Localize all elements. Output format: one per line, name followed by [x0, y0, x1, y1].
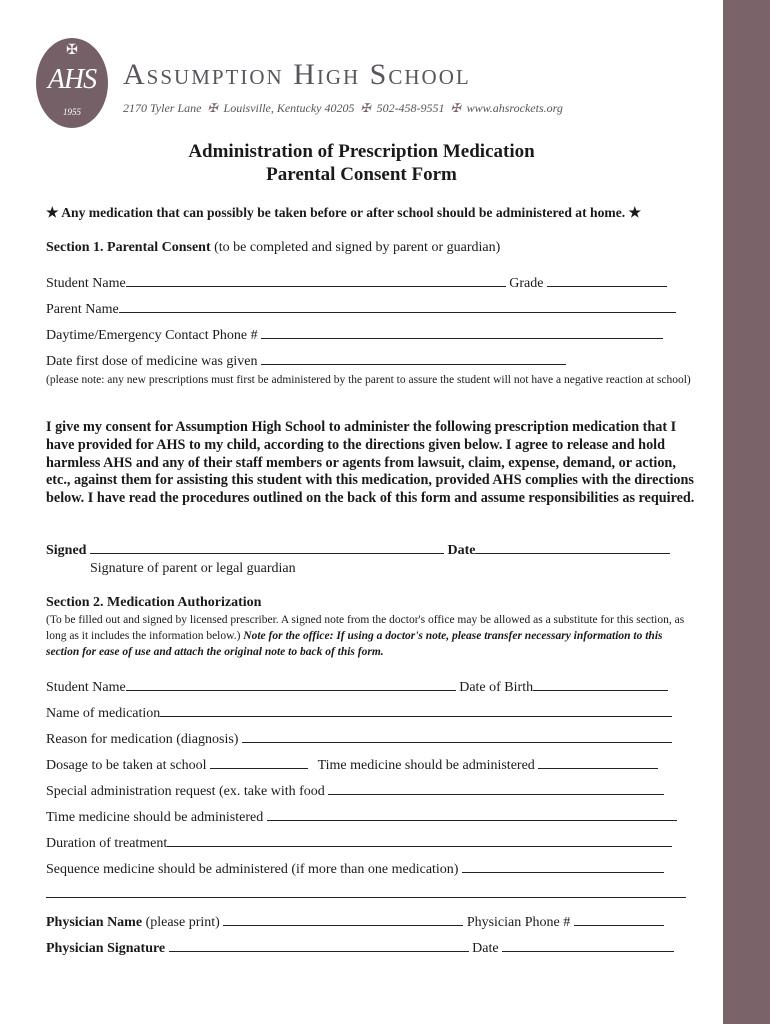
reason-field[interactable]: [242, 731, 672, 743]
contact-phone-row: [46, 327, 663, 344]
date-of-birth-field[interactable]: [533, 679, 668, 691]
first-dose-field[interactable]: [261, 353, 566, 365]
signed-date-label: Date: [447, 543, 476, 558]
cross-icon: ✠: [66, 43, 78, 58]
please-print-label: (please print): [145, 915, 220, 930]
section1-header: [46, 240, 500, 256]
first-dose-label: Date first dose of medicine was given: [46, 354, 258, 369]
signed-date-field[interactable]: [475, 542, 670, 554]
section1-heading: Section 1. Parental Consent: [46, 240, 211, 255]
date-of-birth-label: Date of Birth: [459, 680, 534, 695]
separator-icon: ✠: [207, 101, 218, 115]
sequence-row: [46, 861, 664, 878]
time-administered-label: Time medicine should be administered: [317, 758, 535, 773]
sequence-extra-row: [46, 886, 686, 903]
reason-label: Reason for medication (diagnosis): [46, 732, 239, 747]
contact-phone-field[interactable]: [261, 327, 663, 339]
dosage-label: Dosage to be taken at school: [46, 758, 207, 773]
dosage-field[interactable]: [210, 757, 308, 769]
section1-note: (to be completed and signed by parent or guardian): [214, 240, 501, 255]
consent-text: I give my consent for Assumption High School to administer the following prescription medication that I have provided for AHS to my child, according to the directions given below. I agree to release and hold harmless AHS and any of their staff members or agents from lawsuit, claim, expense, demand, or action, etc., against them for assisting this student with this medication, provided AHS complies with the directions below. I have read the procedures outlined on the back of this form and assume responsibilities as required.: [46, 419, 695, 507]
notice-text: Any medication that can possibly be taken before or after school should be administered at home.: [61, 205, 626, 220]
sequence-extra-field[interactable]: [46, 886, 686, 898]
parent-name-row: [46, 301, 676, 318]
student-name-field[interactable]: [126, 275, 506, 287]
signed-label: Signed: [46, 543, 87, 558]
signed-row: [46, 542, 670, 559]
page-side-bar: [723, 0, 770, 1024]
student-name2-field[interactable]: [126, 679, 456, 691]
dosage-row: [46, 757, 658, 774]
parent-name-label: Parent Name: [46, 302, 119, 317]
physician-name-label: Physician Name: [46, 915, 143, 930]
signature-caption: Signature of parent or legal guardian: [90, 561, 296, 576]
physician-date-label: Date: [472, 941, 499, 956]
reason-row: [46, 731, 672, 748]
duration-field[interactable]: [167, 835, 672, 847]
school-address: [123, 101, 563, 116]
physician-signature-label: Physician Signature: [46, 941, 166, 956]
section2-note-text: (To be filled out and signed by licensed prescriber. A signed note from the doctor's office may be allowed as a substitute for this section, as long as it includes the information below.): [46, 614, 685, 642]
medication-name-row: [46, 705, 672, 722]
first-dose-note: (please note: any new prescriptions must first be administered by the parent to assure the student will not have a negative reaction at school): [46, 374, 691, 386]
star-icon: ★: [46, 206, 59, 221]
school-logo: [36, 38, 108, 128]
student-name-label: Student Name: [46, 276, 126, 291]
grade-field[interactable]: [547, 275, 667, 287]
section2-note: [46, 612, 696, 660]
physician-signature-field[interactable]: [169, 940, 469, 952]
section2-office-note: Note for the office: If using a doctor's note, please transfer necessary information to this section for ease of use and attach the original note to back of this form.: [46, 630, 663, 658]
first-dose-row: [46, 353, 566, 370]
medication-name-label: Name of medication: [46, 706, 161, 721]
duration-label: Duration of treatment: [46, 836, 168, 851]
parent-name-field[interactable]: [119, 301, 676, 313]
address-web: www.ahsrockets.org: [466, 101, 563, 115]
time-administered-field[interactable]: [538, 757, 658, 769]
form-title: Administration of Prescription Medication: [188, 141, 535, 162]
physician-name-row: [46, 914, 664, 931]
special-request-field[interactable]: [328, 783, 664, 795]
time-administered2-field[interactable]: [267, 809, 677, 821]
logo-year: 1955: [63, 107, 81, 117]
special-request-row: [46, 783, 664, 800]
section2-heading: Section 2. Medication Authorization: [46, 595, 262, 610]
separator-icon: ✠: [360, 101, 371, 115]
star-icon: ★: [628, 206, 642, 221]
student-name2-label: Student Name: [46, 680, 126, 695]
logo-letters: AHS: [47, 64, 97, 95]
time-administered2-row: [46, 809, 677, 826]
address-city: Louisville, Kentucky 40205: [223, 101, 355, 115]
grade-label: Grade: [509, 276, 544, 291]
student-name2-row: [46, 679, 668, 696]
home-notice: [46, 205, 641, 222]
time-administered2-label: Time medicine should be administered: [46, 810, 264, 825]
separator-icon: ✠: [450, 101, 461, 115]
physician-phone-label: Physician Phone #: [466, 915, 571, 930]
physician-date-field[interactable]: [502, 940, 674, 952]
medication-name-field[interactable]: [160, 705, 672, 717]
address-phone: 502-458-9551: [376, 101, 445, 115]
sequence-field[interactable]: [462, 861, 664, 873]
physician-signature-row: [46, 940, 674, 957]
form-subtitle: Parental Consent Form: [266, 164, 457, 185]
address-street: 2170 Tyler Lane: [123, 101, 202, 115]
school-name: Assumption High School: [123, 58, 471, 91]
physician-name-field[interactable]: [223, 914, 463, 926]
contact-phone-label: Daytime/Emergency Contact Phone #: [46, 328, 258, 343]
parent-signature-field[interactable]: [90, 542, 444, 554]
physician-phone-field[interactable]: [574, 914, 664, 926]
student-name-row: [46, 275, 667, 292]
sequence-label: Sequence medicine should be administered (if more than one medication): [46, 862, 459, 877]
special-request-label: Special administration request (ex. take with food: [46, 784, 325, 799]
duration-row: [46, 835, 672, 852]
